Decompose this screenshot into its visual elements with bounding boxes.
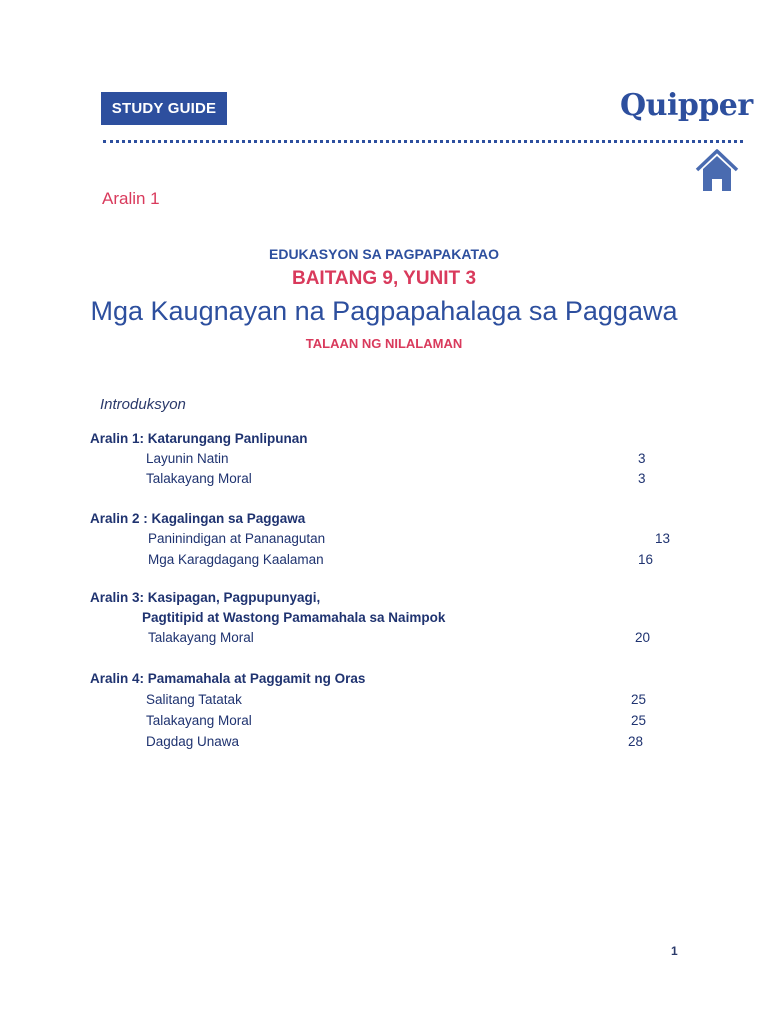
- quipper-logo: Quipper: [620, 88, 753, 123]
- toc-intro[interactable]: Introduksyon: [100, 396, 186, 413]
- toc-section-3-continued[interactable]: Pagtitipid at Wastong Pamamahala sa Naimpok: [142, 610, 446, 625]
- toc-item[interactable]: Talakayang Moral: [146, 471, 252, 486]
- toc-page-number: 16: [638, 552, 654, 567]
- subject-heading: EDUKASYON SA PAGPAPAKATAO: [269, 246, 499, 262]
- toc-page-number: 20: [635, 630, 651, 645]
- grade-unit-heading: BAITANG 9, YUNIT 3: [291, 268, 477, 289]
- toc-page-number: 28: [628, 734, 644, 749]
- toc-section-4[interactable]: Aralin 4: Pamamahala at Paggamit ng Oras: [90, 671, 366, 686]
- page-number: 1: [671, 944, 678, 958]
- toc-item[interactable]: Talakayang Moral: [148, 630, 254, 645]
- toc-item[interactable]: Mga Karagdagang Kaalaman: [148, 552, 324, 567]
- page-title: Mga Kaugnayan na Pagpapahalaga sa Paggawa: [90, 296, 678, 326]
- toc-title: TALAAN NG NILALAMAN: [305, 336, 463, 351]
- toc-page-number: 13: [655, 531, 671, 546]
- dotted-divider: [103, 140, 743, 143]
- toc-item[interactable]: Dagdag Unawa: [146, 734, 240, 749]
- toc-item[interactable]: Salitang Tatatak: [146, 692, 242, 707]
- toc-section-3[interactable]: Aralin 3: Kasipagan, Pagpupunyagi,: [90, 590, 321, 605]
- toc-section-2[interactable]: Aralin 2 : Kagalingan sa Paggawa: [90, 511, 306, 526]
- home-icon[interactable]: [694, 147, 740, 193]
- lesson-label: Aralin 1: [102, 189, 160, 208]
- toc-item[interactable]: Talakayang Moral: [146, 713, 252, 728]
- toc-page-number: 25: [631, 713, 647, 728]
- toc-section-1[interactable]: Aralin 1: Katarungang Panlipunan: [90, 431, 308, 446]
- study-guide-badge: STUDY GUIDE: [101, 92, 227, 125]
- toc-page-number: 25: [631, 692, 647, 707]
- toc-item[interactable]: Layunin Natin: [146, 451, 229, 466]
- toc-page-number: 3: [638, 471, 646, 486]
- toc-page-number: 3: [638, 451, 646, 466]
- toc-item[interactable]: Paninindigan at Pananagutan: [148, 531, 326, 546]
